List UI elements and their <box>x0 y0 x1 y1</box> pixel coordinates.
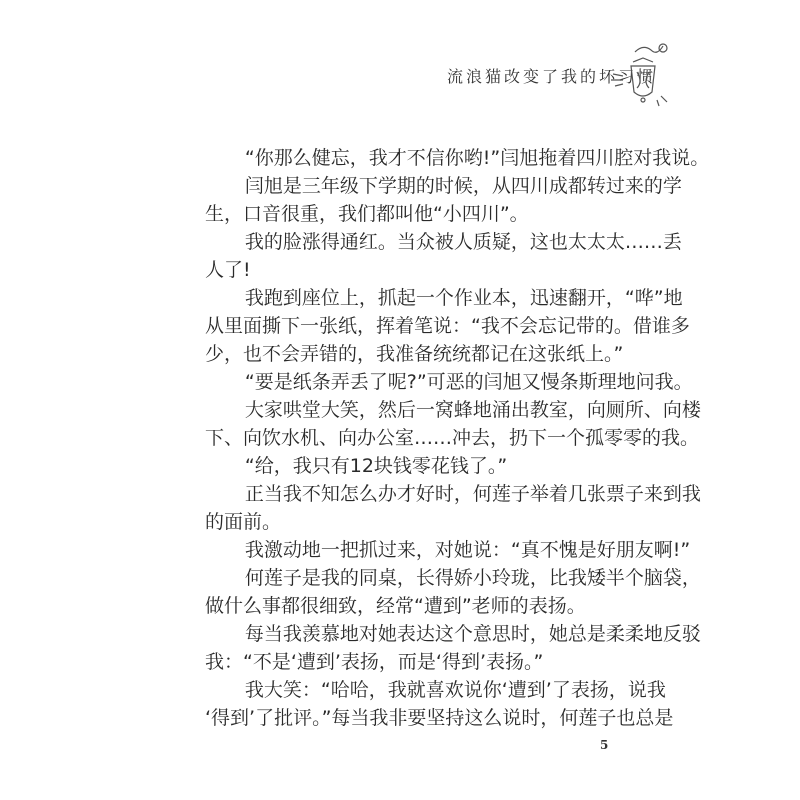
text-line: 的面前。 <box>205 511 282 533</box>
text-line: 正当我不知怎么办才好时，何莲子举着几张票子来到我 <box>244 483 701 505</box>
text-line: 生，口音很重，我们都叫他“小四川”。 <box>205 203 529 225</box>
page-number: 5 <box>600 738 609 752</box>
text-line: “给，我只有12块钱零花钱了。” <box>244 455 508 477</box>
text-line: ‘得到’了批评。”每当我非要坚持这么说时，何莲子也总是 <box>205 707 674 729</box>
text-line: 我的脸涨得通红。当众被人质疑，这也太太太……丢 <box>244 231 682 253</box>
text-line: 人了! <box>205 259 251 281</box>
text-line: 我跑到座位上，抓起一个作业本，迅速翻开，“哗”地 <box>244 287 683 309</box>
body-text <box>205 144 710 732</box>
text-line: “要是纸条弄丢了呢?”可恶的闫旭又慢条斯理地问我。 <box>244 371 693 393</box>
text-line: 何莲子是我的同桌，长得娇小玲珑，比我矮半个脑袋， <box>244 567 701 589</box>
text-line: 大家哄堂大笑，然后一窝蜂地涌出教室，向厕所、向楼 <box>244 399 701 421</box>
text-line: “你那么健忘，我才不信你哟!”闫旭拖着四川腔对我说。 <box>244 147 710 169</box>
text-line: 做什么事都很细致，经常“遭到”老师的表扬。 <box>205 595 586 617</box>
text-line: 下、向饮水机、向办公室……冲去，扔下一个孤零零的我。 <box>205 427 700 449</box>
lantern-ornament-icon <box>605 40 675 110</box>
text-line: 每当我羡慕地对她表达这个意思时，她总是柔柔地反驳 <box>244 623 701 645</box>
text-line: 从里面撕下一张纸，挥着笔说：“我不会忘记带的。借谁多 <box>205 315 690 337</box>
text-line: 我大笑：“哈哈，我就喜欢说你‘遭到’了表扬，说我 <box>244 679 666 701</box>
text-line: 闫旭是三年级下学期的时候，从四川成都转过来的学 <box>244 175 682 197</box>
text-line: 我：“不是‘遭到’表扬，而是‘得到’表扬。” <box>205 651 544 673</box>
text-line: 少，也不会弄错的，我准备统统都记在这张纸上。” <box>205 343 624 365</box>
text-line: 我激动地一把抓过来，对她说：“真不愧是好朋友啊!” <box>244 539 691 561</box>
running-header-title: 流浪猫改变了我的坏习惯 <box>447 67 657 86</box>
